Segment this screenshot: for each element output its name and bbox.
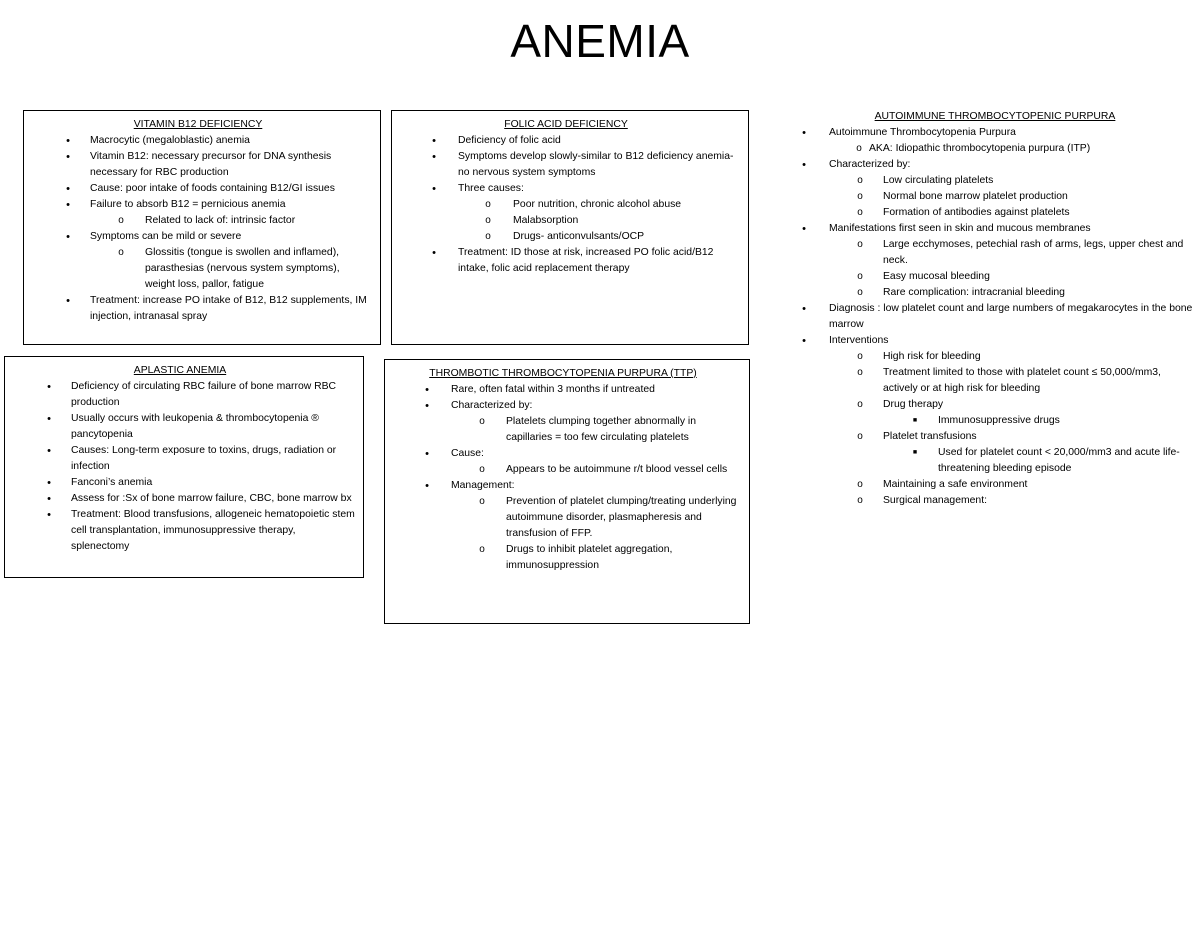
list-item: o Prevention of platelet clumping/treating underlying autoimmune disorder, plasmapheresis and transfusion of FFP. — [479, 496, 737, 539]
list-item: o Drugs to inhibit platelet aggregation, immunosuppression — [479, 544, 673, 571]
list-item: o Surgical management: — [857, 495, 987, 506]
list-item: o Easy mucosal bleeding — [857, 271, 990, 282]
list-item: o Malabsorption — [485, 215, 579, 226]
list-item: • Characterized by: — [425, 400, 533, 412]
list-item: • Manifestations first seen in skin and mucous membranes — [802, 223, 1091, 235]
list-item: • Treatment: ID those at risk, increased PO folic acid/B12 intake, folic acid replacement therapy — [432, 247, 714, 274]
list-item: • Cause: poor intake of foods containing B12/GI issues — [66, 183, 335, 195]
list-item: • Macrocytic (megaloblastic) anemia — [66, 135, 250, 147]
list-item: o Platelet transfusions — [857, 431, 977, 442]
list-item: • Symptoms can be mild or severe — [66, 231, 242, 243]
list-item: • Fanconi’s anemia — [47, 477, 153, 489]
list-item: o Platelets clumping together abnormally in capillaries = too few circulating platelets — [479, 416, 697, 443]
vitamin-b12-section — [23, 110, 381, 345]
itp-section — [790, 109, 1195, 529]
list-item: o Maintaining a safe environment — [857, 479, 1028, 490]
list-item: o High risk for bleeding — [857, 351, 981, 362]
list-item: o Drugs- anticonvulsants/OCP — [485, 231, 645, 242]
list-item: • Deficiency of folic acid — [432, 135, 561, 147]
list-item: • Treatment: increase PO intake of B12, B12 supplements, IM injection, intranasal spray — [66, 295, 367, 322]
list-item: o Appears to be autoimmune r/t blood vessel cells — [479, 464, 728, 475]
vitamin-b12-heading: VITAMIN B12 DEFICIENCY — [133, 119, 263, 130]
ttp-heading: THROMBOTIC THROMBOCYTOPENIA PURPURA (TTP) — [429, 368, 697, 379]
list-item: • Usually occurs with leukopenia & thrombocytopenia ® pancytopenia — [47, 413, 319, 440]
list-item: o Glossitis (tongue is swollen and inflamed), parasthesias (nervous system symptoms), weight loss, pallor, fatigue — [118, 247, 340, 290]
list-item: o Treatment limited to those with platelet count ≤ 50,000/mm3, actively or at high risk for bleeding — [857, 367, 1161, 394]
itp-heading: AUTOIMMUNE THROMBOCYTOPENIC PURPURA — [874, 111, 1116, 122]
list-item: • Deficiency of circulating RBC failure of bone marrow RBC production — [47, 381, 337, 408]
aplastic-anemia-heading: APLASTIC ANEMIA — [133, 365, 227, 376]
folic-acid-heading: FOLIC ACID DEFICIENCY — [504, 119, 628, 130]
list-item: • Symptoms develop slowly-similar to B12 deficiency anemia- no nervous system symptoms — [432, 151, 734, 178]
list-item: • Vitamin B12: necessary precursor for DNA synthesis necessary for RBC production — [66, 151, 332, 178]
folic-acid-section — [391, 110, 749, 345]
list-item: • Treatment: Blood transfusions, allogeneic hematopoietic stem cell transplantation, immunosuppressive therapy, splenectomy — [47, 509, 355, 552]
list-item: o Low circulating platelets — [857, 175, 994, 186]
list-item: • Rare, often fatal within 3 months if untreated — [425, 384, 655, 396]
list-item: • Causes: Long-term exposure to toxins, drugs, radiation or infection — [47, 445, 337, 472]
list-item: • Characterized by: — [802, 159, 911, 171]
list-item: • Three causes: — [432, 183, 524, 195]
list-item: • Failure to absorb B12 = pernicious anemia — [66, 199, 286, 211]
list-item: ■ Immunosuppressive drugs — [912, 415, 1060, 426]
list-item: • Diagnosis : low platelet count and large numbers of megakarocytes in the bone marrow — [802, 303, 1193, 330]
list-item: o Rare complication: intracranial bleeding — [857, 287, 1065, 298]
aplastic-anemia-section — [4, 356, 364, 578]
list-item: • Assess for :Sx of bone marrow failure, CBC, bone marrow bx — [47, 493, 352, 505]
list-item: o AKA: Idiopathic thrombocytopenia purpura (ITP) — [856, 143, 1091, 154]
list-item: • Cause: — [425, 448, 484, 460]
list-item: o Poor nutrition, chronic alcohol abuse — [485, 199, 682, 210]
list-item: ■ Used for platelet count < 20,000/mm3 and acute life-threatening bleeding episode — [912, 447, 1180, 474]
list-item: • Autoimmune Thrombocytopenia Purpura — [802, 127, 1016, 139]
ttp-section — [384, 359, 750, 624]
page-title: ANEMIA — [510, 15, 690, 67]
list-item: o Formation of antibodies against platelets — [857, 207, 1070, 218]
list-item: o Drug therapy — [857, 399, 944, 410]
list-item: • Interventions — [802, 335, 889, 347]
list-item: o Normal bone marrow platelet production — [857, 191, 1068, 202]
list-item: o Related to lack of: intrinsic factor — [118, 215, 296, 226]
list-item: o Large ecchymoses, petechial rash of arms, legs, upper chest and neck. — [857, 239, 1184, 266]
list-item: • Management: — [425, 480, 515, 492]
